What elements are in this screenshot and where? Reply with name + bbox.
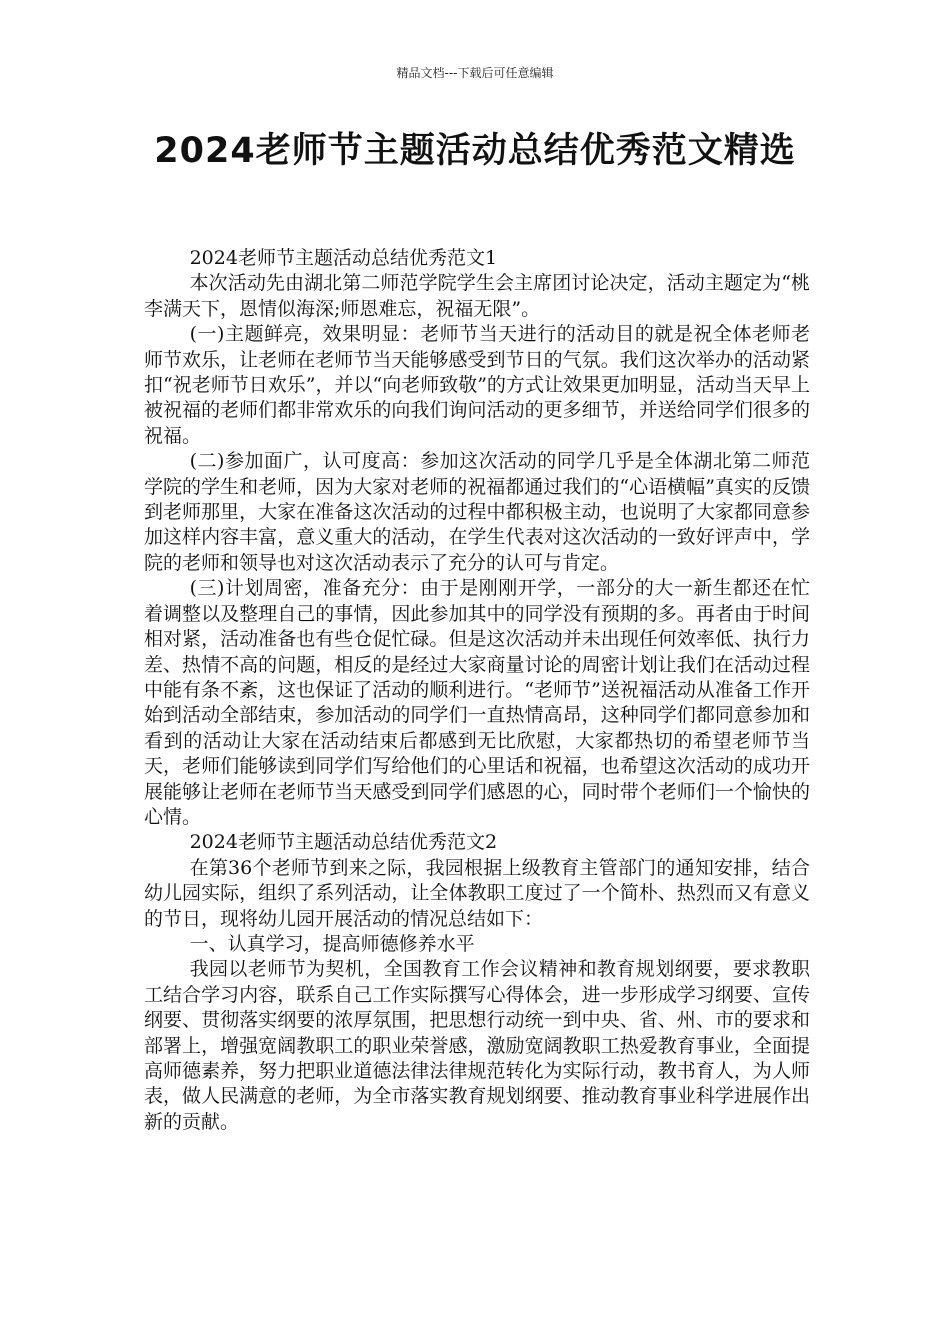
body-paragraph: 本次活动先由湖北第二师范学院学生会主席团讨论决定，活动主题定为“桃李满天下，恩情似海深;师恩难忘，祝福无限”。 xyxy=(144,272,810,320)
body-paragraph: (三)计划周密，准备充分：由于是刚刚开学，一部分的大一新生都还在忙着调整以及整理自己的事情，因此参加其中的同学没有预期的多。再者由于时间相对紧，活动准备也有些仓促忙碌。但是这次活动并未出现任何效率低、执行力差、热情不高的问题，相反的是经过大家商量讨论的周密计划让我们在活动过程中能有条不紊，这也保证了活动的顺利进行。“老师节”送祝福活动从准备工作开始到活动全部结束，参加活动的同学们一直热情高昂，这种同学们都同意参加和看到的活动让大家在活动结束后都感到无比欣慰，大家都热切的希望老师节当天，老师们能够读到同学们写给他们的心里话和祝福，也希望这次活动的成功开展能够让老师在老师节当天感受到同学们感恩的心，同时带个老师们一个愉快的心情。 xyxy=(144,577,810,828)
section-heading: 2024老师节主题活动总结优秀范文1 xyxy=(189,247,498,269)
body-paragraph: (二)参加面广，认可度高：参加这次活动的同学几乎是全体湖北第二师范学院的学生和老师，因为大家对老师的祝福都通过我们的“心语横幅”真实的反馈到老师那里，大家在准备这次活动的过程中都积极主动，也说明了大家都同意参加这样内容丰富，意义重大的活动，在学生代表对这次活动的一致好评声中，学院的老师和领导也对这次活动表示了充分的认可与肯定。 xyxy=(144,450,810,574)
subsection-heading: 一、认真学习，提高师德修养水平 xyxy=(189,932,475,955)
body-paragraph: 在第36个老师节到来之际，我园根据上级教育主管部门的通知安排，结合幼儿园实际，组织了系列活动，让全体教职工度过了一个简朴、热烈而又有意义的节日，现将幼儿园开展活动的情况总结如下： xyxy=(144,856,810,930)
header-note: 精品文档---下载后可任意编辑 xyxy=(396,66,554,80)
document-body xyxy=(144,246,810,1135)
body-paragraph: 我园以老师节为契机，全国教育工作会议精神和教育规划纲要，要求教职工结合学习内容，联系自己工作实际撰写心得体会，进一步形成学习纲要、宣传纲要、贯彻落实纲要的浓厚氛围，把思想行动统一到中央、省、州、市的要求和部署上，增强宽阔教职工的职业荣誉感，激励宽阔教职工热爱教育事业，全面提高师德素养，努力把职业道德法律法律规范转化为实际行动，教书育人，为人师表，做人民满意的老师，为全市落实教育规划纲要、推动教育事业科学进展作出新的贡献。 xyxy=(144,958,810,1133)
body-paragraph: (一)主题鲜亮，效果明显：老师节当天进行的活动目的就是祝全体老师老师节欢乐，让老师在老师节当天能够感受到节日的气氛。我们这次举办的活动紧扣“祝老师节日欢乐”，并以“向老师致敬”的方式让效果更加明显，活动当天早上被祝福的老师们都非常欢乐的向我们询问活动的更多细节，并送给同学们很多的祝福。 xyxy=(144,323,810,447)
page-title: 2024老师节主题活动总结优秀范文精选 xyxy=(154,131,796,171)
section-heading: 2024老师节主题活动总结优秀范文2 xyxy=(189,831,498,854)
